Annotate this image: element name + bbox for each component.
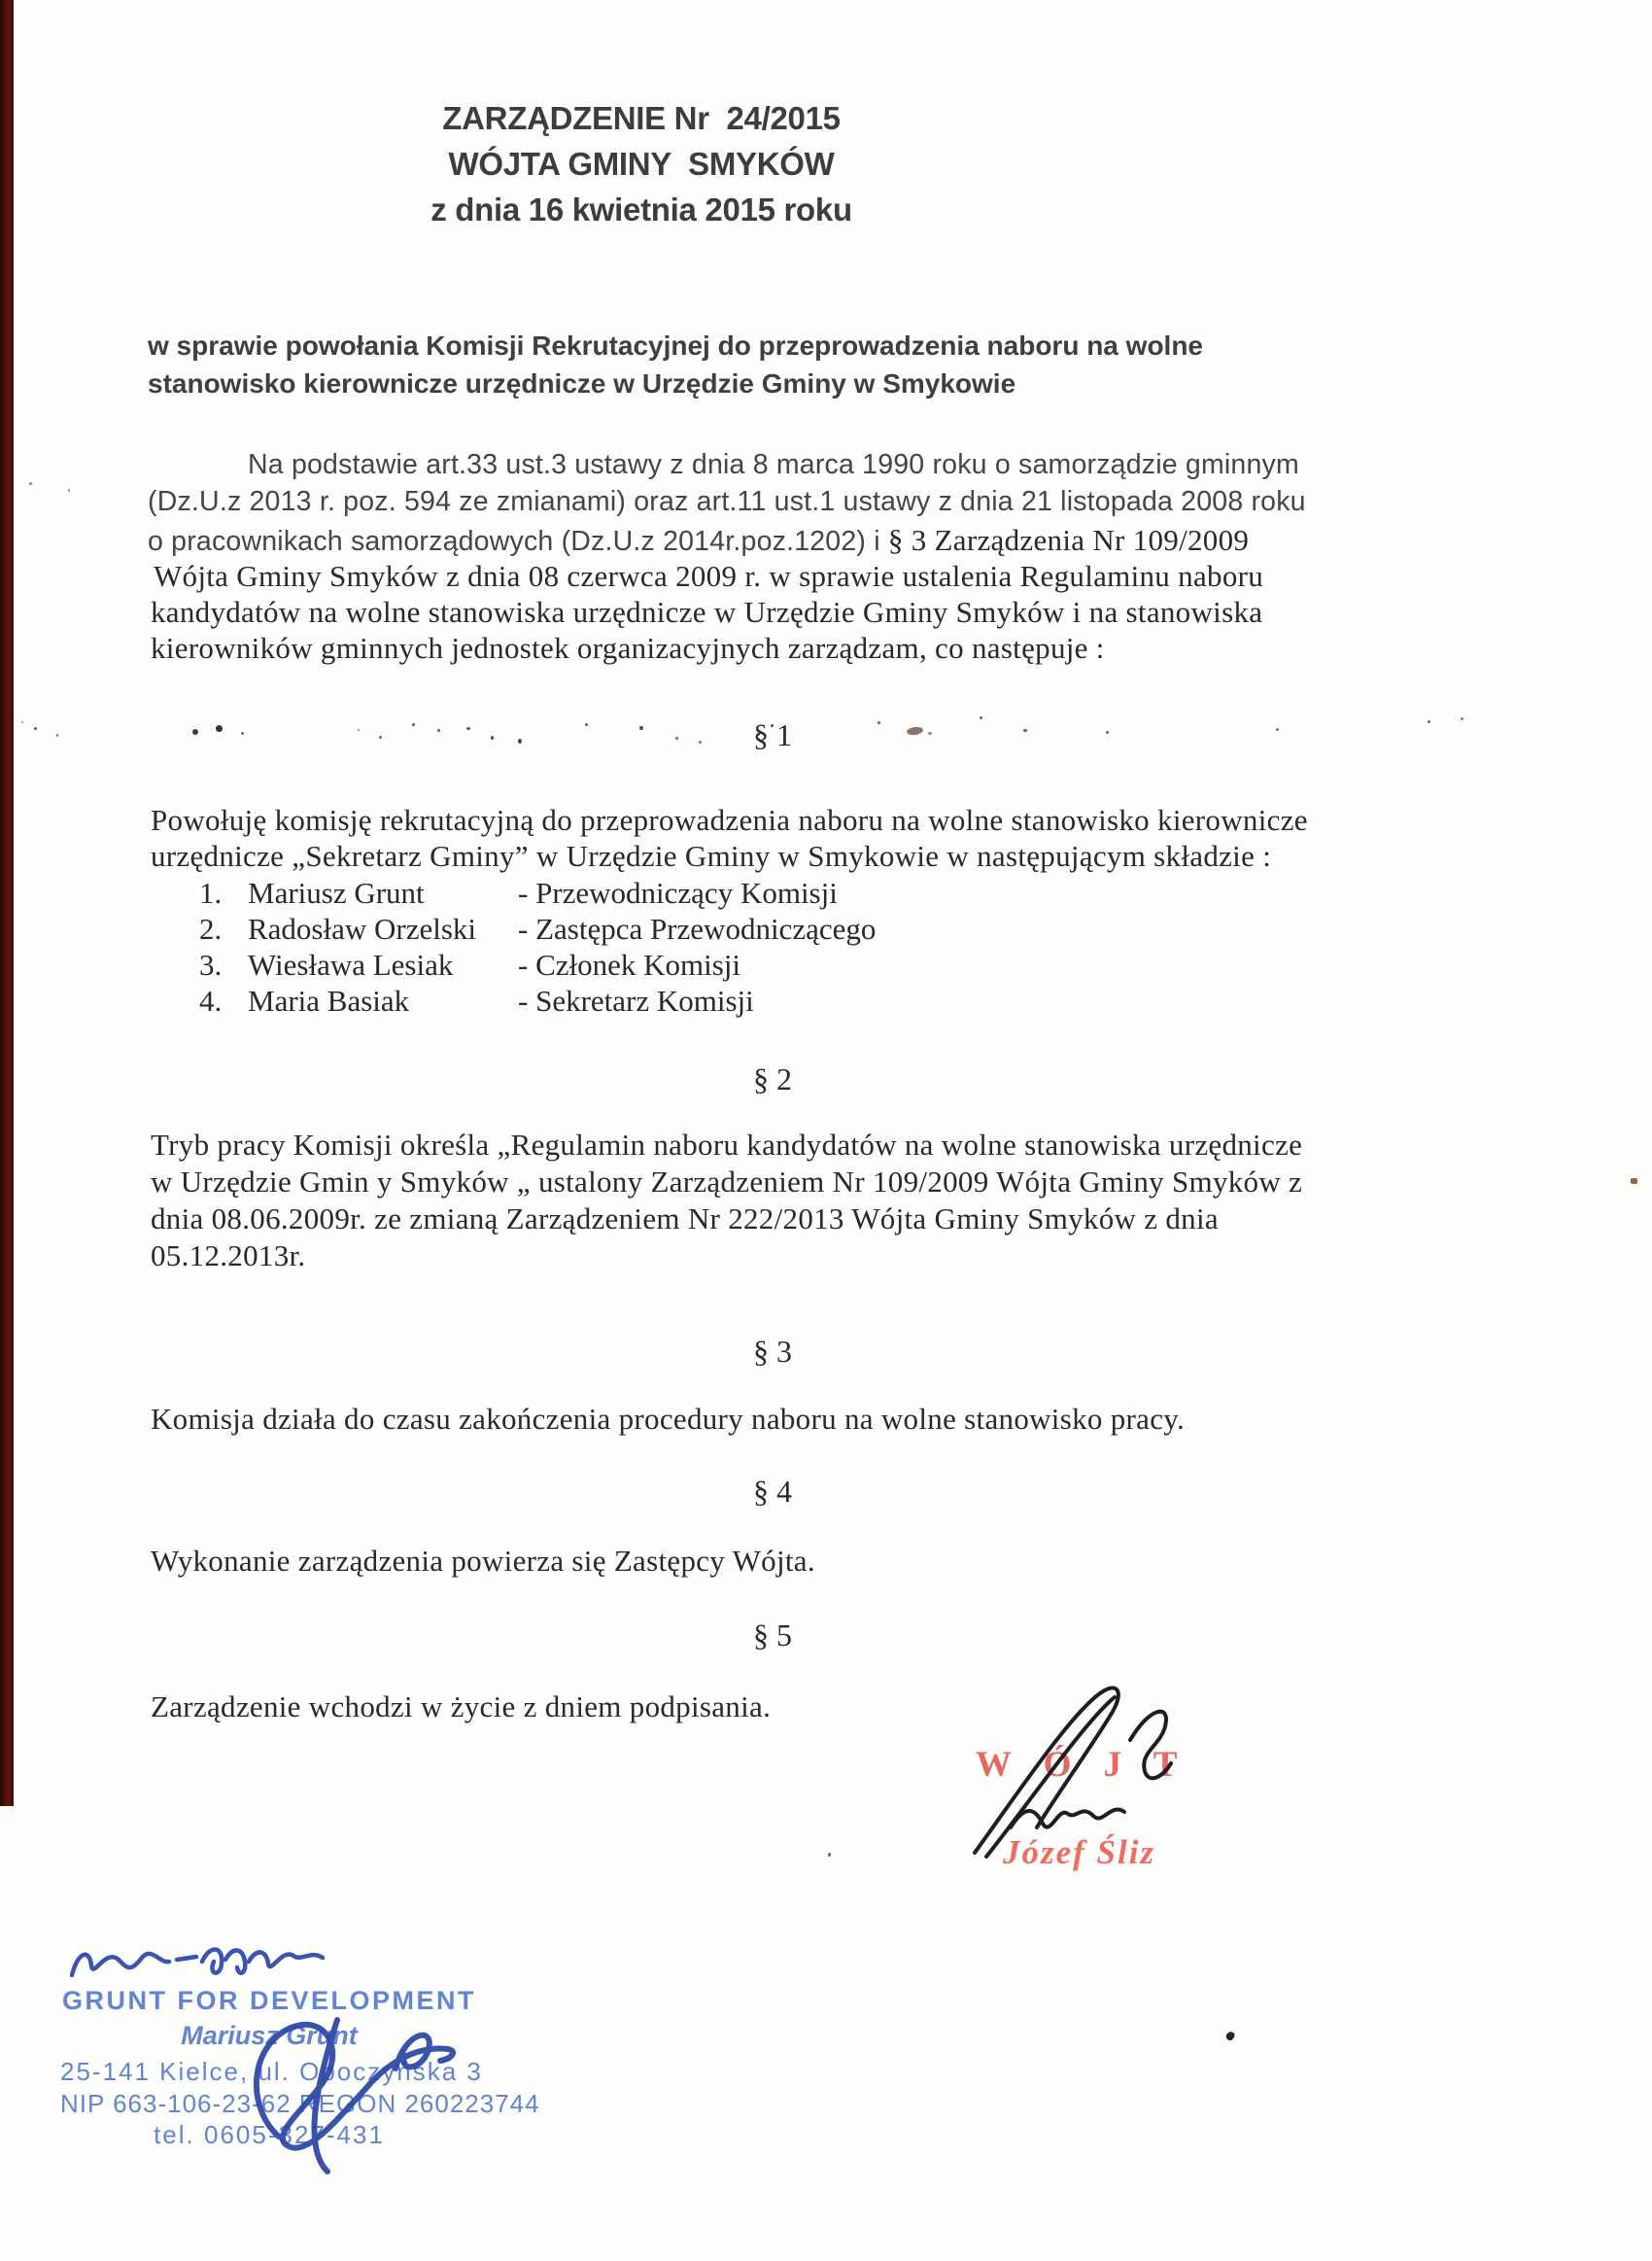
title-date: z dnia 16 kwietnia 2015 roku	[430, 191, 852, 227]
member-number: 3.	[199, 948, 223, 982]
company-stamp-phone: tel. 0605-327-431	[154, 2120, 385, 2149]
member-number: 2.	[199, 912, 223, 946]
legal-basis-line-6: kierowników gminnych jednostek organizacyjnych zarządzam, co następuje :	[151, 631, 1105, 665]
member-role: - Członek Komisji	[518, 948, 741, 982]
legal-basis-line-3a: o pracownikach samorządowych (Dz.U.z 2014r.poz.1202) i	[148, 526, 888, 557]
member-number: 1.	[199, 876, 223, 910]
legal-basis-line-2: (Dz.U.z 2013 r. poz. 594 ze zmianami) oraz art.11 ust.1 ustawy z dnia 21 listopada 2008 roku	[148, 486, 1306, 517]
legal-basis-line-5: kandydatów na wolne stanowiska urzędnicze w Urzędzie Gminy Smyków i na stanowiska	[151, 595, 1263, 629]
section-2-line-3: dnia 08.06.2009r. ze zmianą Zarządzeniem Nr 222/2013 Wójta Gminy Smyków z dnia	[151, 1201, 1219, 1235]
section-2-line-2: w Urzędzie Gmin y Smyków „ ustalony Zarządzeniem Nr 109/2009 Wójta Gminy Smyków z	[151, 1165, 1303, 1199]
title-issuer: WÓJTA GMINY SMYKÓW	[448, 146, 835, 182]
stamp-signature-ink	[219, 1991, 466, 2190]
member-role: - Przewodniczący Komisji	[518, 876, 838, 910]
section-1-line-1: Powołuję komisję rekrutacyjną do przeprowadzenia naboru na wolne stanowisko kierownicze	[151, 803, 1308, 837]
legal-basis-line-4: Wójta Gminy Smyków z dnia 08 czerwca 2009 r. w sprawie ustalenia Regulaminu naboru	[154, 559, 1264, 593]
member-role: - Zastępca Przewodniczącego	[518, 912, 877, 946]
subject-line-1: w sprawie powołania Komisji Rekrutacyjnej do przeprowadzenia naboru na wolne	[148, 330, 1203, 361]
section-2-heading: § 2	[753, 1061, 792, 1096]
committee-member-row	[199, 984, 1171, 1019]
section-2-line-4: 05.12.2013r.	[151, 1238, 306, 1272]
section-5-heading: § 5	[753, 1617, 792, 1652]
committee-member-row	[199, 948, 1171, 983]
company-stamp-nip-regon: NIP 663-106-23-62 REGON 260223744	[60, 2089, 540, 2118]
section-1-line-2: urzędnicze „Sekretarz Gminy” w Urzędzie Gminy w Smykowie w następującym składzie :	[151, 839, 1272, 873]
section-4-line-1: Wykonanie zarządzenia powierza się Zastępcy Wójta.	[151, 1544, 815, 1578]
handwritten-note-ink	[66, 1938, 333, 1992]
mayor-stamp-name: Józef Śliz	[1003, 1833, 1156, 1871]
member-number: 4.	[199, 984, 223, 1018]
document-title-block	[58, 95, 1224, 232]
legal-basis-line-1: Na podstawie art.33 ust.3 ustawy z dnia 8 marca 1990 roku o samorządzie gminnym	[248, 449, 1299, 480]
legal-basis-line-3b: § 3 Zarządzenia Nr 109/2009	[887, 523, 1250, 557]
company-stamp-owner: Mariusz Grunt	[181, 2021, 358, 2050]
section-3-heading: § 3	[753, 1334, 792, 1369]
title-ordinance-number: ZARZĄDZENIE Nr 24/2015	[442, 100, 841, 136]
document-subject	[148, 327, 1265, 402]
mayor-signature-ink	[957, 1680, 1195, 1864]
member-name: Maria Basiak	[248, 984, 410, 1018]
committee-member-row	[199, 912, 1171, 947]
committee-member-row	[199, 876, 1171, 911]
section-4-heading: § 4	[753, 1474, 792, 1509]
member-name: Wiesława Lesiak	[248, 948, 454, 982]
scan-edge-artifact	[0, 0, 14, 1806]
subject-line-2: stanowisko kierownicze urzędnicze w Urzędzie Gminy w Smykowie	[148, 368, 1016, 399]
section-3-line-1: Komisja działa do czasu zakończenia procedury naboru na wolne stanowisko pracy.	[151, 1402, 1186, 1436]
section-2-line-1: Tryb pracy Komisji określa „Regulamin naboru kandydatów na wolne stanowiska urzędnicze	[151, 1128, 1303, 1162]
legal-basis-line-3	[148, 523, 1249, 558]
member-name: Mariusz Grunt	[248, 876, 425, 910]
company-stamp-name: GRUNT FOR DEVELOPMENT	[61, 1986, 476, 2015]
company-stamp-address: 25-141 Kielce, ul. Opoczyńska 3	[60, 2057, 483, 2086]
member-name: Radosław Orzelski	[248, 912, 477, 946]
section-5-line-1: Zarządzenie wchodzi w życie z dniem podpisania.	[151, 1689, 772, 1723]
mayor-stamp-title: W Ó J T	[976, 1745, 1189, 1785]
member-role: - Sekretarz Komisji	[518, 984, 754, 1018]
section-1-heading: § 1	[753, 717, 792, 752]
